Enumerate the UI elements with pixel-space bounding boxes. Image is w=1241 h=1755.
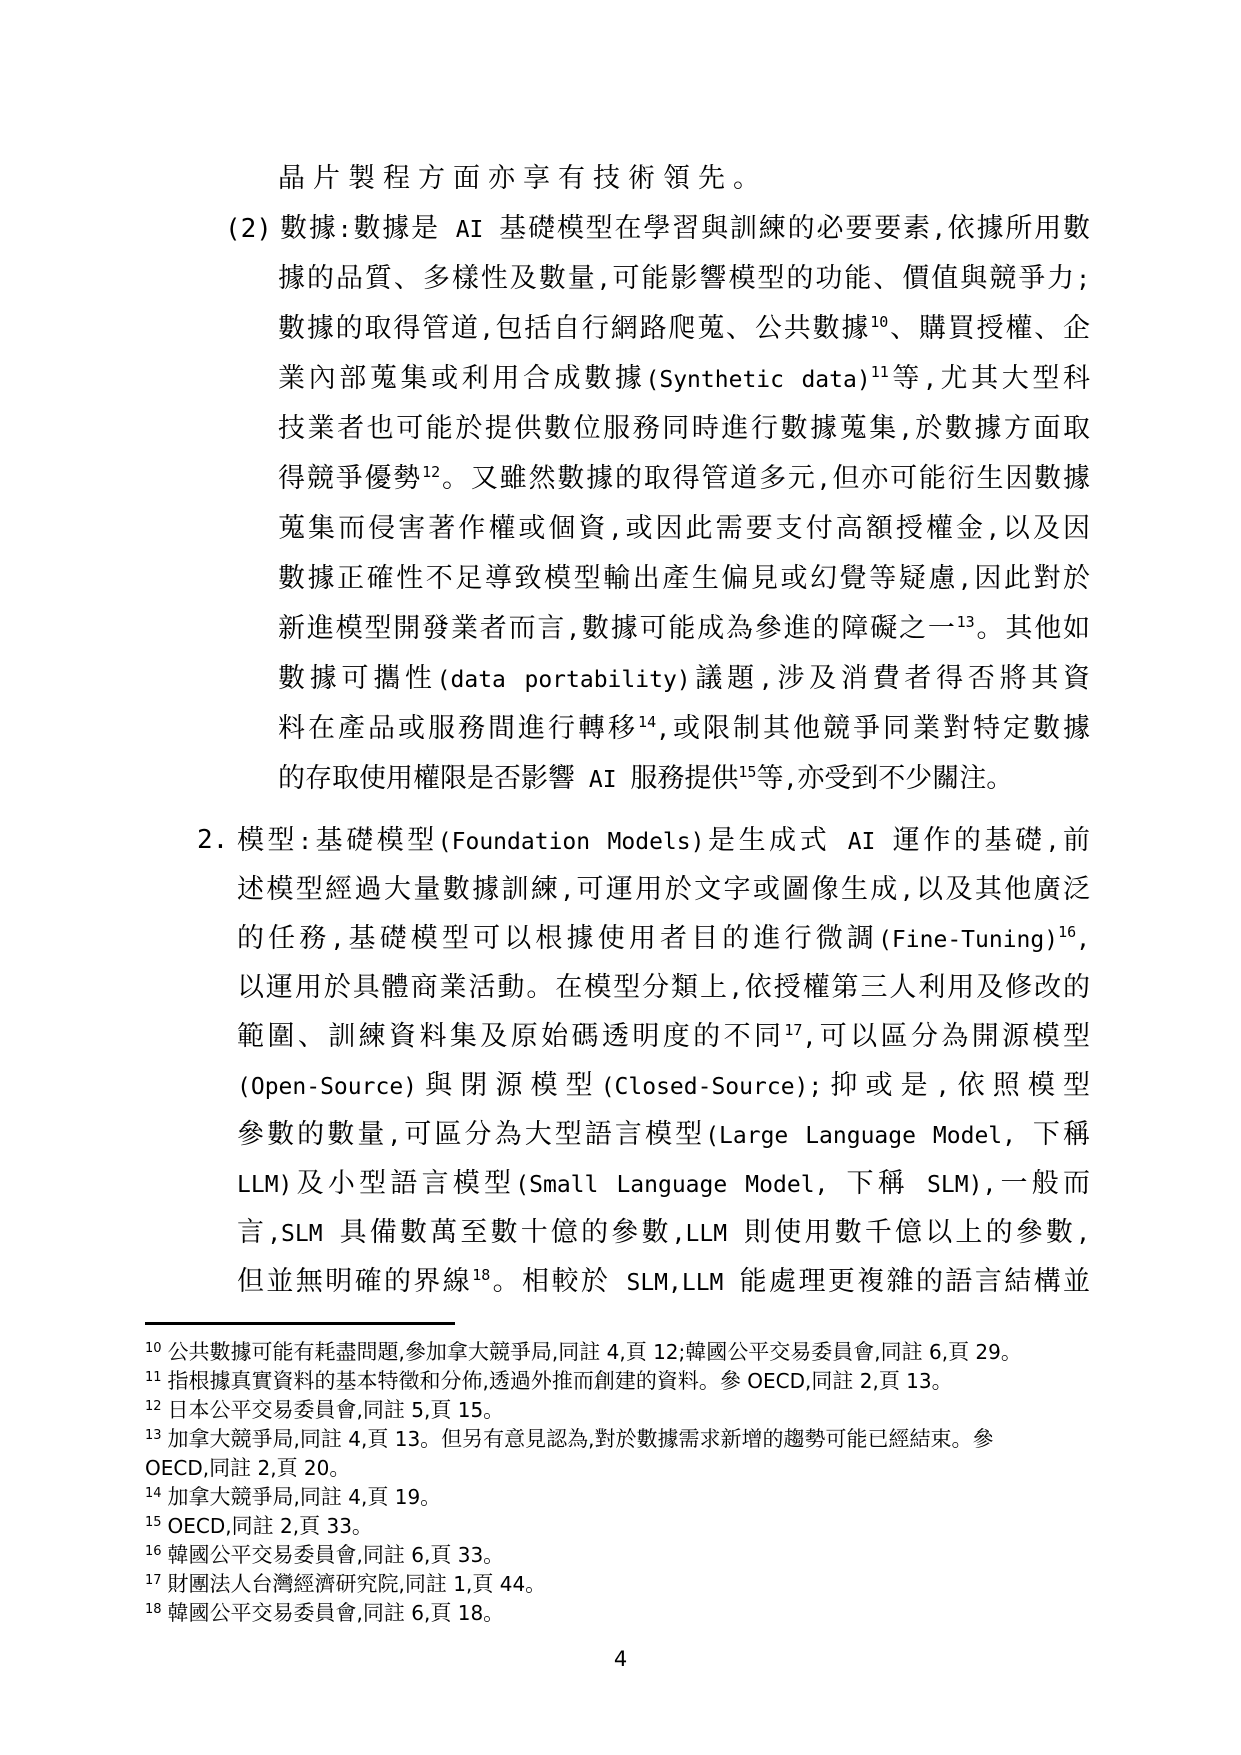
body-line: 數據可攜性(data portability)議題,涉及消費者得否將其資 [278, 663, 1091, 694]
body-line: 述模型經過大量數據訓練,可運用於文字或圖像生成,以及其他廣泛 [237, 874, 1091, 905]
footnotes [145, 1338, 1100, 1628]
latin-text: ,LLM [671, 1221, 745, 1247]
latin-text: , [293, 1427, 300, 1451]
latin-text: 5, [404, 1398, 431, 1422]
footnote-ref: 15 [738, 763, 757, 781]
latin-text: : [337, 217, 352, 243]
footnote-line: $^{12}$ 日本公平交易委員會,同註 5,頁 15。 [145, 1398, 505, 1422]
latin-text: , [482, 1369, 489, 1393]
latin-text: (Synthetic data) [645, 367, 871, 393]
body-line: 的存取使用權限是否影響 AI 服務提供$^{15}$等,亦受到不少關注。 [278, 763, 1014, 794]
list-marker: (2) [225, 214, 272, 244]
footnote-line: $^{13}$ 加拿大競爭局,同註 4,頁 13。但另有意見認為,對於數據需求新增的趨勢可能已經結束。參 [145, 1427, 994, 1451]
footnote-line: $^{11}$ 指根據真實資料的基本特徵和分佈,透過外推而創建的資料。參 OECD,同註 2,頁 13。 [145, 1369, 953, 1393]
latin-text: , [923, 367, 937, 393]
latin-text: 44 [493, 1572, 526, 1596]
latin-text: 1, [446, 1572, 473, 1596]
latin-text: , [986, 517, 1000, 543]
latin-text: , [656, 717, 670, 743]
footnote-ref: 10 [870, 313, 889, 331]
footnote-line: $^{17}$ 財團法人台灣經濟研究院,同註 1,頁 44。 [145, 1572, 547, 1596]
latin-text: , [356, 1398, 363, 1422]
page-number: 4 [613, 1647, 628, 1671]
footnote-ref: 12 [422, 463, 441, 481]
footnote-line: $^{15}$ OECD,同註 2,頁 33。 [145, 1514, 373, 1538]
footnote-ref: 14 [638, 713, 657, 731]
latin-text: , [1076, 1221, 1090, 1247]
footnote-ref: 17 [784, 1021, 803, 1039]
footnote-ref: 16 [1058, 923, 1077, 941]
body-line: 業內部蒐集或利用合成數據(Synthetic data)$^{11}$等,尤其大型科 [278, 363, 1091, 394]
footnote-number: 16 [145, 1544, 162, 1559]
latin-text: LLM) [237, 1172, 293, 1198]
body-line: 晶片製程方面亦享有技術領先。 [278, 163, 768, 194]
footnote-ref: 13 [956, 613, 975, 631]
body-line: 數據正確性不足導致模型輸出產生偏見或幻覺等疑慮,因此對於 [278, 563, 1091, 594]
latin-text: (Large Language Model, [705, 1123, 1033, 1149]
latin-text: , [398, 1340, 405, 1364]
latin-text: , [479, 317, 494, 343]
latin-text: , [608, 517, 623, 543]
body-line: 技業者也可能於提供數位服務同時進行數據蒐集,於數據方面取 [278, 413, 1091, 444]
latin-text: ; [1076, 267, 1091, 293]
latin-text: (Foundation Models) [437, 829, 705, 855]
latin-text: (Open-Source) [237, 1074, 418, 1100]
body-line: 新進模型開發業者而言,數據可能成為參進的障礙之一$^{13}$。其他如 [278, 613, 1091, 644]
body-line: 數據的取得管道,包括自行網路爬蒐、公共數據$^{10}$、購買授權、企 [278, 313, 1091, 344]
latin-text: , [330, 927, 345, 953]
latin-text: AI [440, 217, 500, 243]
body-line: 料在產品或服務間進行轉移$^{14}$,或限制其他競爭同業對特定數據 [278, 713, 1091, 744]
body-line: 據的品質、多樣性及數量,可能影響模型的功能、價值與競爭力; [278, 263, 1091, 294]
footnote-line: $^{14}$ 加拿大競爭局,同註 4,頁 19。 [145, 1485, 442, 1509]
latin-text: OECD, [740, 1369, 812, 1393]
latin-text: , [1045, 829, 1060, 855]
latin-text: , [816, 467, 831, 493]
latin-text: 19 [388, 1485, 421, 1509]
latin-text: 12; [646, 1340, 686, 1364]
latin-text: , [898, 417, 913, 443]
latin-text: SLM,LLM [610, 1270, 740, 1296]
latin-text: 4, [600, 1340, 626, 1364]
latin-text: , [596, 267, 611, 293]
footnote-number: 15 [145, 1515, 162, 1530]
latin-text: (Closed-Source); [600, 1074, 823, 1100]
latin-text: (Small Language Model, [515, 1172, 847, 1198]
latin-text: , [356, 1543, 363, 1567]
footnote-number: 10 [145, 1341, 162, 1356]
body-line: 蒐集而侵害著作權或個資,或因此需要支付高額授權金,以及因 [278, 513, 1091, 544]
latin-text: 33 [320, 1514, 352, 1538]
body-line: 範圍、訓練資料集及原始碼透明度的不同$^{17}$,可以區分為開源模型 [237, 1021, 1091, 1052]
body-line: 言,SLM 具備數萬至數十億的參數,LLM 則使用數千億以上的參數, [237, 1217, 1090, 1248]
footnote-ref: 11 [870, 363, 889, 381]
latin-text: , [1076, 927, 1091, 953]
latin-text: , [551, 1340, 559, 1364]
latin-text: , [957, 567, 972, 593]
footnote-line: $^{10}$ 公共數據可能有耗盡問題,參加拿大競爭局,同註 4,頁 12;韓國公平交易委員會,同註 6,頁 29。 [145, 1340, 1022, 1364]
latin-text: SLM), [908, 1172, 997, 1198]
body-line: LLM)及小型語言模型(Small Language Model, 下稱 SLM),一般而 [237, 1168, 1091, 1199]
latin-text: 4, [341, 1485, 368, 1509]
footnote-number: 11 [145, 1370, 162, 1385]
body-line: 參數的數量,可區分為大型語言模型(Large Language Model, 下稱 [237, 1119, 1091, 1150]
latin-text: AI [830, 829, 893, 855]
body-line: 以運用於具體商業活動。在模型分類上,依授權第三人利用及修改的 [237, 972, 1091, 1003]
latin-text: 2, [273, 1514, 300, 1538]
latin-text: 33 [451, 1543, 484, 1567]
latin-text: 29 [969, 1340, 1001, 1364]
latin-text: 13 [899, 1369, 932, 1393]
latin-text: , [899, 878, 914, 904]
footnote-line: $^{16}$ 韓國公平交易委員會,同註 6,頁 33。 [145, 1543, 505, 1567]
body-line: 得競爭優勢$^{12}$。又雖然數據的取得管道多元,但亦可能衍生因數據 [278, 463, 1091, 494]
footnote-number: 17 [145, 1573, 162, 1588]
latin-text: , [566, 617, 581, 643]
latin-text: OECD, [167, 1514, 232, 1538]
latin-text: 2, [853, 1369, 879, 1393]
footnote-separator [145, 1322, 455, 1325]
footnote-line: $^{18}$ 韓國公平交易委員會,同註 6,頁 18。 [145, 1601, 505, 1625]
latin-text: (data portability) [436, 667, 691, 693]
footnote-number: 14 [145, 1486, 162, 1501]
latin-text: ,SLM [267, 1221, 340, 1247]
footnote-number: 13 [145, 1428, 162, 1443]
body-line: (2) 數據:數據是 AI 基礎模型在學習與訓練的必要要素,依據所用數 [225, 204, 1090, 254]
latin-text: , [758, 667, 773, 693]
latin-text: AI [575, 767, 631, 793]
latin-text: , [588, 1427, 595, 1451]
body-line: 2. 模型:基礎模型(Foundation Models)是生成式 AI 運作的基礎,前 [197, 816, 1090, 865]
latin-text: 13 [388, 1427, 421, 1451]
latin-text: , [398, 1572, 405, 1596]
body-line: 的任務,基礎模型可以根據使用者目的進行微調(Fine-Tuning)$^{16}$, [237, 923, 1091, 954]
latin-text: , [802, 1025, 817, 1051]
list-marker: 2. [197, 825, 229, 855]
latin-text: , [387, 1123, 402, 1149]
footnote-ref: 18 [472, 1266, 491, 1284]
footnote-number: 12 [145, 1399, 162, 1414]
latin-text: 2, [251, 1456, 277, 1480]
latin-text: , [783, 767, 798, 793]
body-text [0, 154, 1241, 1306]
footnote-number: 18 [145, 1602, 162, 1617]
latin-text: 20 [297, 1456, 330, 1480]
latin-text: (Fine-Tuning) [878, 927, 1059, 953]
latin-text: , [356, 1601, 363, 1625]
latin-text: 6, [404, 1543, 431, 1567]
latin-text: , [293, 1485, 300, 1509]
footnote-line: OECD,同註 2,頁 20。 [145, 1456, 351, 1480]
latin-text: 6, [922, 1340, 949, 1364]
latin-text: , [728, 976, 743, 1002]
latin-text: 4, [341, 1427, 368, 1451]
latin-text: 15 [451, 1398, 484, 1422]
latin-text: , [560, 878, 575, 904]
body-line: (Open-Source)與閉源模型(Closed-Source);抑或是,依照模型 [237, 1070, 1091, 1101]
body-line: 但並無明確的界線$^{18}$。相較於 SLM,LLM 能處理更複雜的語言結構並 [237, 1266, 1091, 1297]
latin-text: , [874, 1340, 881, 1364]
latin-text: , [931, 217, 946, 243]
latin-text: OECD, [145, 1456, 210, 1480]
latin-text: : [298, 829, 312, 855]
latin-text: 18 [451, 1601, 484, 1625]
latin-text: , [935, 1074, 950, 1100]
latin-text: 6, [404, 1601, 431, 1625]
